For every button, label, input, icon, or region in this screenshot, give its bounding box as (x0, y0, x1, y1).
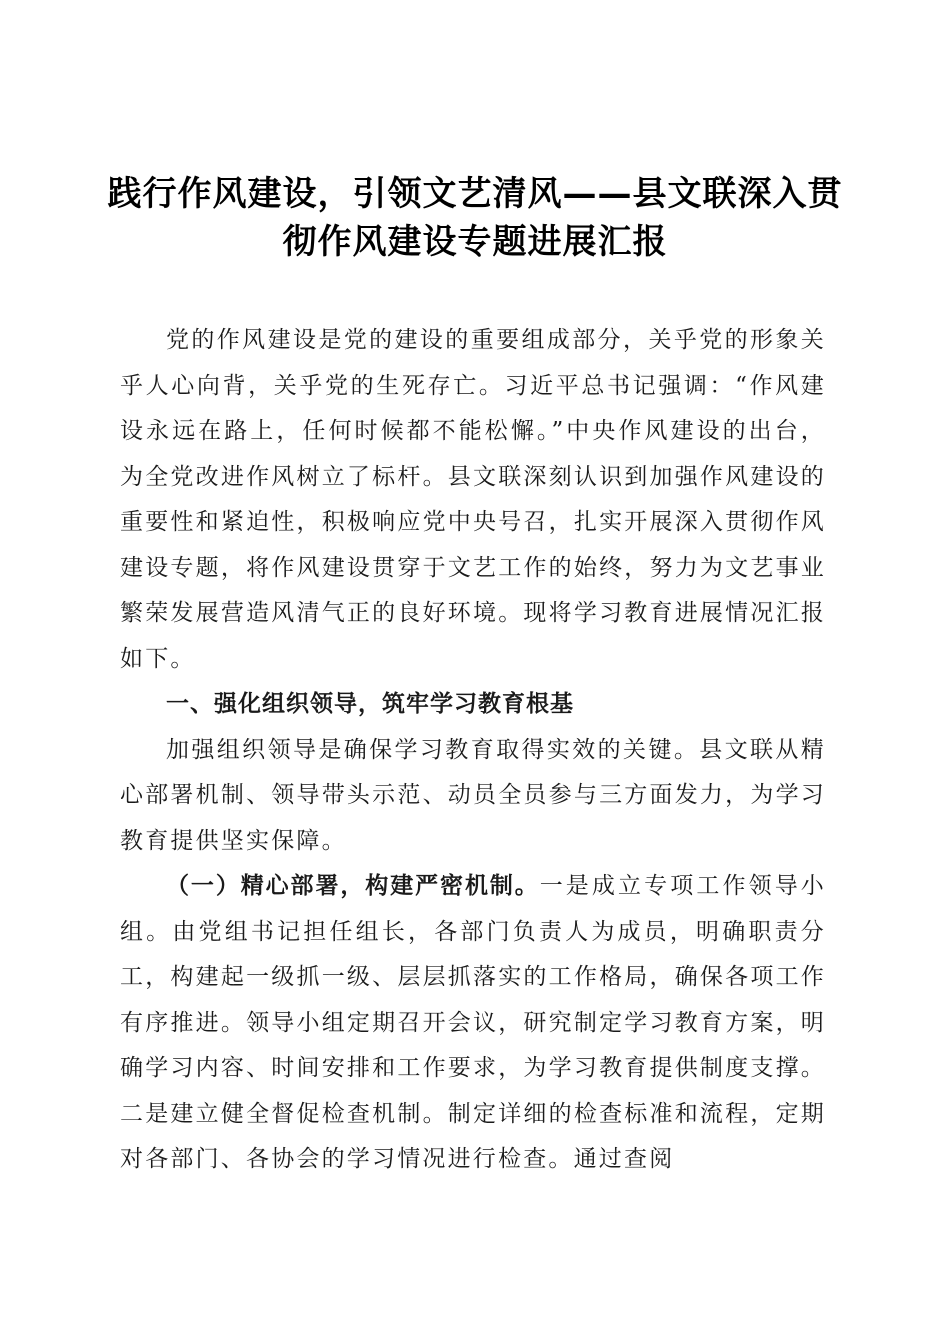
document-body (120, 318, 826, 1183)
subsection-1-paragraph (120, 864, 826, 1183)
subsection-1-lead: （一）精心部署，构建严密机制。 (166, 873, 540, 899)
subsection-1-text: 一是成立专项工作领导小组。由党组书记担任组长，各部门负责人为成员，明确职责分工，构建起一级抓一级、层层抓落实的工作格局，确保各项工作有序推进。领导小组定期召开会议，研究制定学习教育方案，明确学习内容、时间安排和工作要求，为学习教育提供制度支撑。二是建立健全督促检查机制。制定详细的检查标准和流程，定期对各部门、各协会的学习情况进行检查。通过查阅 (120, 873, 827, 1172)
section-1-heading: 一、强化组织领导，筑牢学习教育根基 (166, 691, 574, 717)
section-1-paragraph: 加强组织领导是确保学习教育取得实效的关键。县文联从精心部署机制、领导带头示范、动员全员参与三方面发力，为学习教育提供坚实保障。 (120, 736, 826, 854)
document-title: 践行作风建设，引领文艺清风——县文联深入贯彻作风建设专题进展汇报 (107, 174, 843, 262)
intro-paragraph: 党的作风建设是党的建设的重要组成部分，关乎党的形象关乎人心向背，关乎党的生死存亡。习近平总书记强调：“作风建设永远在路上，任何时候都不能松懈。”中央作风建设的出台，为全党改进作风树立了标杆。县文联深刻认识到加强作风建设的重要性和紧迫性，积极响应党中央号召，扎实开展深入贯彻作风建设专题，将作风建设贯穿于文艺工作的始终，努力为文艺事业繁荣发展营造风清气正的良好环境。现将学习教育进展情况汇报如下。 (120, 327, 826, 672)
